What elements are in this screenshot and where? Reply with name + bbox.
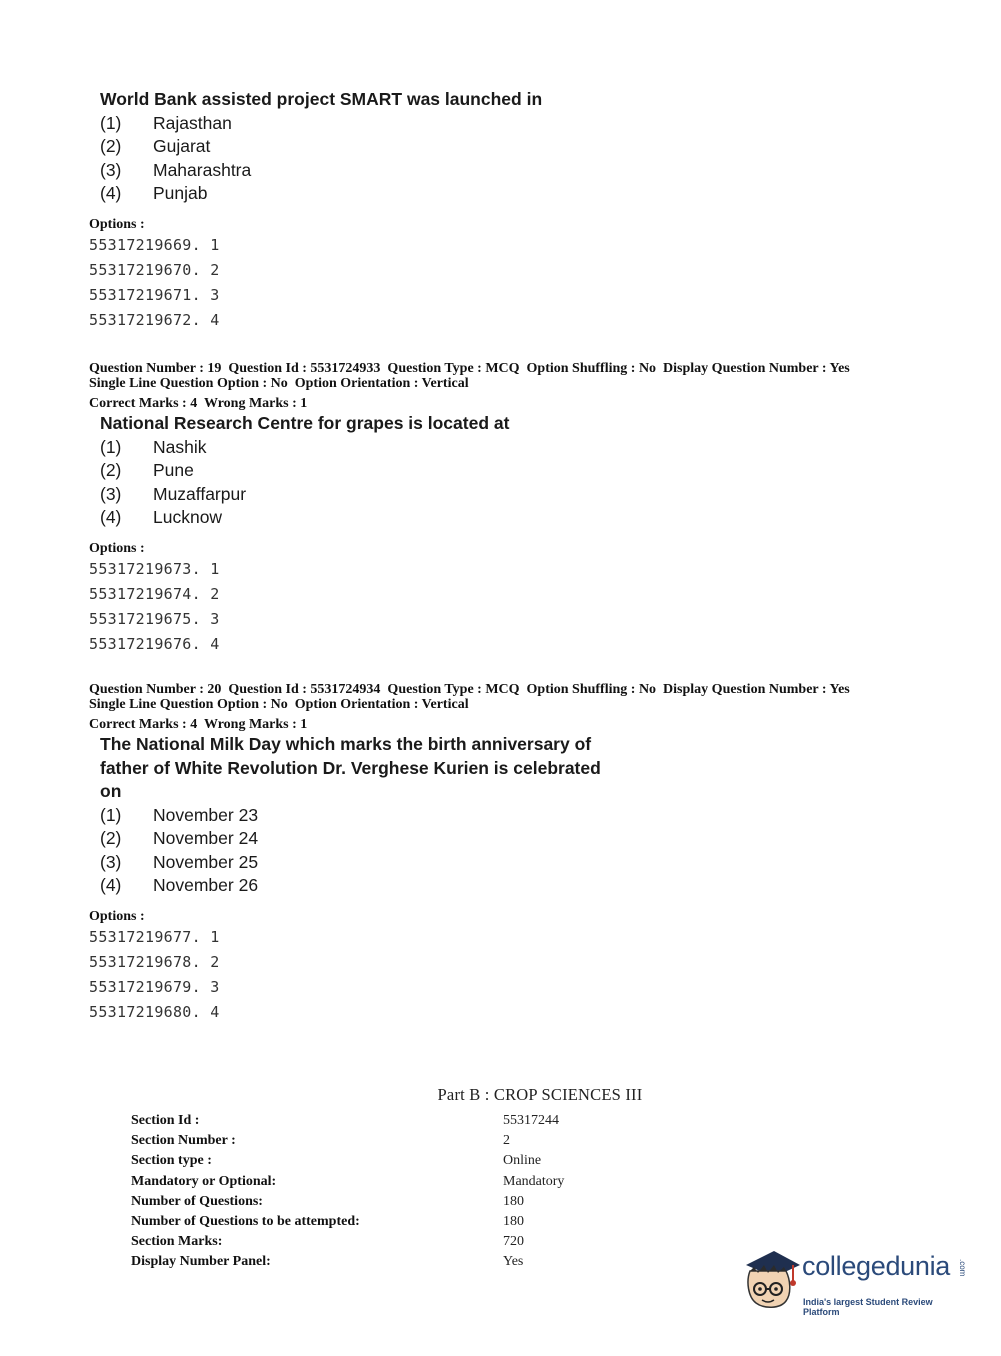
section-row: Section Id : 55317244 [131,1113,559,1128]
question-meta-line-1: Question Number : 19 Question Id : 5531724933 Question Type : MCQ Option Shuffling : No Display Question Number : Yes [89,361,850,376]
option-id: 55317219670. 2 [89,261,220,280]
section-row: Display Number Panel: Yes [131,1254,524,1270]
section-row: Number of Questions to be attempted: 180 [131,1213,524,1229]
section-info-table [131,1111,564,1273]
question-18 [89,88,909,334]
question-meta-line-2: Single Line Question Option : No Option Orientation : Vertical [89,697,469,712]
choice-4: (4) Lucknow [100,507,223,528]
choice-4: (4) Punjab [100,183,208,204]
choice-4: (4) November 26 [100,875,259,896]
choice-1: (1) Rajasthan [100,112,232,133]
option-id: 55317219672. 4 [89,311,220,330]
student-mascot-icon [740,1247,804,1317]
choice-3: (3) November 25 [100,851,259,872]
question-meta-line-2: Single Line Question Option : No Option Orientation : Vertical [89,376,469,391]
option-id: 55317219678. 2 [89,953,220,972]
option-id: 55317219673. 1 [89,559,220,578]
options-label: Options : [89,908,145,924]
part-title: Part B : CROP SCIENCES III [437,1085,643,1104]
choice-2: (2) November 24 [100,828,259,849]
choice-2: (2) Pune [100,460,194,481]
option-id: 55317219674. 2 [89,585,220,604]
question-18-image [89,88,909,206]
question-marks: Correct Marks : 4 Wrong Marks : 1 [89,717,308,732]
collegedunia-logo [740,1247,970,1317]
choice-2: (2) Gujarat [100,136,211,157]
choice-1: (1) November 23 [100,804,259,825]
section-row: Section Marks: 720 [131,1234,524,1250]
options-label: Options : [89,216,145,232]
option-id: 55317219675. 3 [89,610,220,629]
question-20-image [89,733,909,898]
option-id: 55317219671. 3 [89,286,220,305]
choice-3: (3) Muzaffarpur [100,483,247,504]
section-row: Section Number : 2 [131,1133,510,1149]
question-title-line-1: The National Milk Day which marks the birth anniversary of [100,734,592,754]
section-row: Section type : Online [131,1153,542,1169]
question-19-image [89,412,909,530]
question-title-line-3: on [100,781,122,801]
question-title: National Research Centre for grapes is located at [100,413,510,433]
logo-suffix: .com [958,1259,967,1277]
option-id: 55317219669. 1 [89,235,220,254]
choice-3: (3) Maharashtra [100,159,252,180]
logo-wordmark: collegedunia [802,1251,951,1281]
option-id-list [89,925,909,1026]
option-id: 55317219679. 3 [89,978,220,997]
logo-tagline: India's largest Student Review Platform [803,1297,933,1317]
question-title-line-2: father of White Revolution Dr. Verghese Kurien is celebrated [100,757,601,778]
options-label: Options : [89,540,145,556]
question-20 [89,682,909,1026]
question-meta-line-1: Question Number : 20 Question Id : 5531724934 Question Type : MCQ Option Shuffling : No Display Question Number : Yes [89,682,850,697]
question-title: World Bank assisted project SMART was launched in [100,89,543,109]
option-id-list [89,233,909,334]
option-id: 55317219676. 4 [89,635,220,654]
choice-1: (1) Nashik [100,436,207,457]
option-id: 55317219677. 1 [89,927,220,946]
option-id: 55317219680. 4 [89,1003,220,1022]
question-19 [89,361,909,658]
question-marks: Correct Marks : 4 Wrong Marks : 1 [89,396,308,411]
section-row: Mandatory or Optional: Mandatory [131,1173,565,1189]
option-id-list [89,557,909,658]
section-row: Number of Questions: 180 [131,1193,524,1209]
